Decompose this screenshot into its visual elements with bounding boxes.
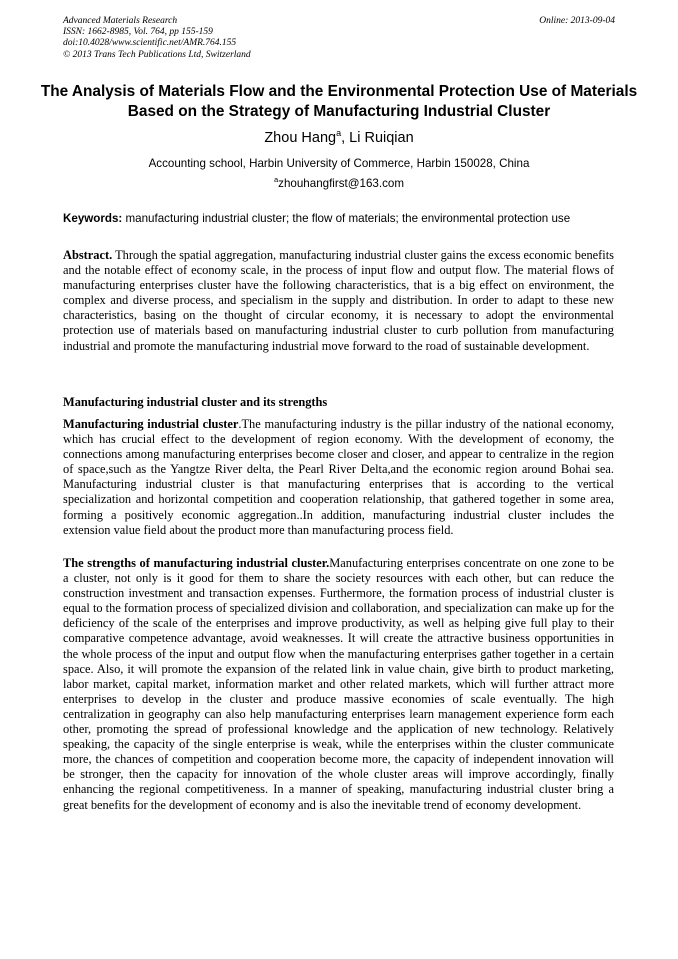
author-name: Li Ruiqian [349,130,414,146]
email-line [0,177,678,191]
keywords [63,212,623,226]
paragraph [63,556,614,813]
paragraph-text: Manufacturing enterprises concentrate on one zone to be a cluster, not only is it good for them to share the society resources with each other, but can reduce the construction investment and transaction expenses. Furthermore, the formation process of industrial cluster is equal to the formation process of specialized division and collaboration, and specialization can make up for the deficiency of the scale of the enterprises and improve productivity, as well as helping give full play to their comparative competence advantage, avoid weaknesses. It will create the attractive business opportunities in the whole process of the input and output flow when the manufacturing enterprises gather together in a certain space. Also, it will promote the expansion of the related link in value chain, give birth to product marketing, labor market, capital market, information market and other related markets, which will further attract more enterprises to develop in the cluster and produce massive economies of scale eventually. The high centralization in geography can also help manufacturing enterprises learn management experience form each other, promoting the spread of professional knowledge and the application of new technology. Relatively speaking, the capacity of the single enterprise is weak, while the enterprises within the cluster communicate more, the chances of competition and cooperation become more, the capacity of independent innovation will be stronger, then the capacity for innovation of the whole cluster areas will improve accordingly, finally enhancing the regional competitiveness. In a manner of speaking, manufacturing industrial cluster bring a great benefits for the development of economy and is also the inevitable trend of economy development. [63,556,614,812]
copyright-line: © 2013 Trans Tech Publications Ltd, Switzerland [63,49,251,60]
keywords-label: Keywords: [63,212,123,225]
paragraph-lead: Manufacturing industrial cluster [63,417,239,431]
affiliation: Accounting school, Harbin University of Commerce, Harbin 150028, China [148,157,530,170]
paragraph-lead: The strengths of manufacturing industrial cluster. [63,556,330,570]
keywords-text: manufacturing industrial cluster; the flow of materials; the environmental protection use [122,212,571,225]
issn-line: ISSN: 1662-8985, Vol. 764, pp 155-159 [63,27,213,38]
author-superscript: a [336,128,342,139]
email-superscript: a [273,175,279,185]
author-separator: , [341,130,350,146]
abstract-text: Through the spatial aggregation, manufacturing industrial cluster gains the excess economic benefits and the notable effect of economy scale, in the process of input flow and output flow. The material flows of manufacturing enterprises cluster have the following characteristics, that is a big effect on environment, the complex and diverse process, and specialism in the supply and distribution. In order to adapt to these new characteristics, basing on the thought of circular economy, it is necessary to adopt the environmental protection use of materials based on manufacturing industrial cluster to curb pollution from manufacturing industrial and promote the manufacturing industrial move forward to the road of sustainable development. [63,248,615,353]
abstract [63,248,614,354]
email-address: zhouhangfirst@163.com [278,177,405,190]
author-name: Zhou Hang [264,130,337,146]
paragraph [63,417,614,538]
paper-title: The Analysis of Materials Flow and the Environmental Protection Use of Materials Based on the Strategy of Manufacturing Industrial Cluster [40,83,638,120]
journal-name: Advanced Materials Research [63,16,178,26]
doi-line: doi:10.4028/www.scientific.net/AMR.764.155 [63,38,237,49]
paragraph-text: .The manufacturing industry is the pillar industry of the national economy, which has crucial effect to the development of region economy. With the development of economy, the connections among manufacturing enterprises become closer and closer, and appear to centralize in the region of space,such as the Yangtze River delta, the Pearl River Delta,and the economic region around Bohai sea. Manufacturing industrial cluster is that manufacturing enterprises that is according to the vertical specialization and horizontal competition and cooperation relationship, that gathered together in some area, forming a positively economic aggregation..In addition, manufacturing industrial cluster includes the extension value field about the product more than manufacturing process field. [63,417,614,537]
abstract-label: Abstract. [63,248,113,262]
author-line [0,129,678,147]
section-heading: Manufacturing industrial cluster and its strengths [63,395,328,409]
online-date: Online: 2013-09-04 [539,16,615,26]
journal-header [63,16,251,61]
